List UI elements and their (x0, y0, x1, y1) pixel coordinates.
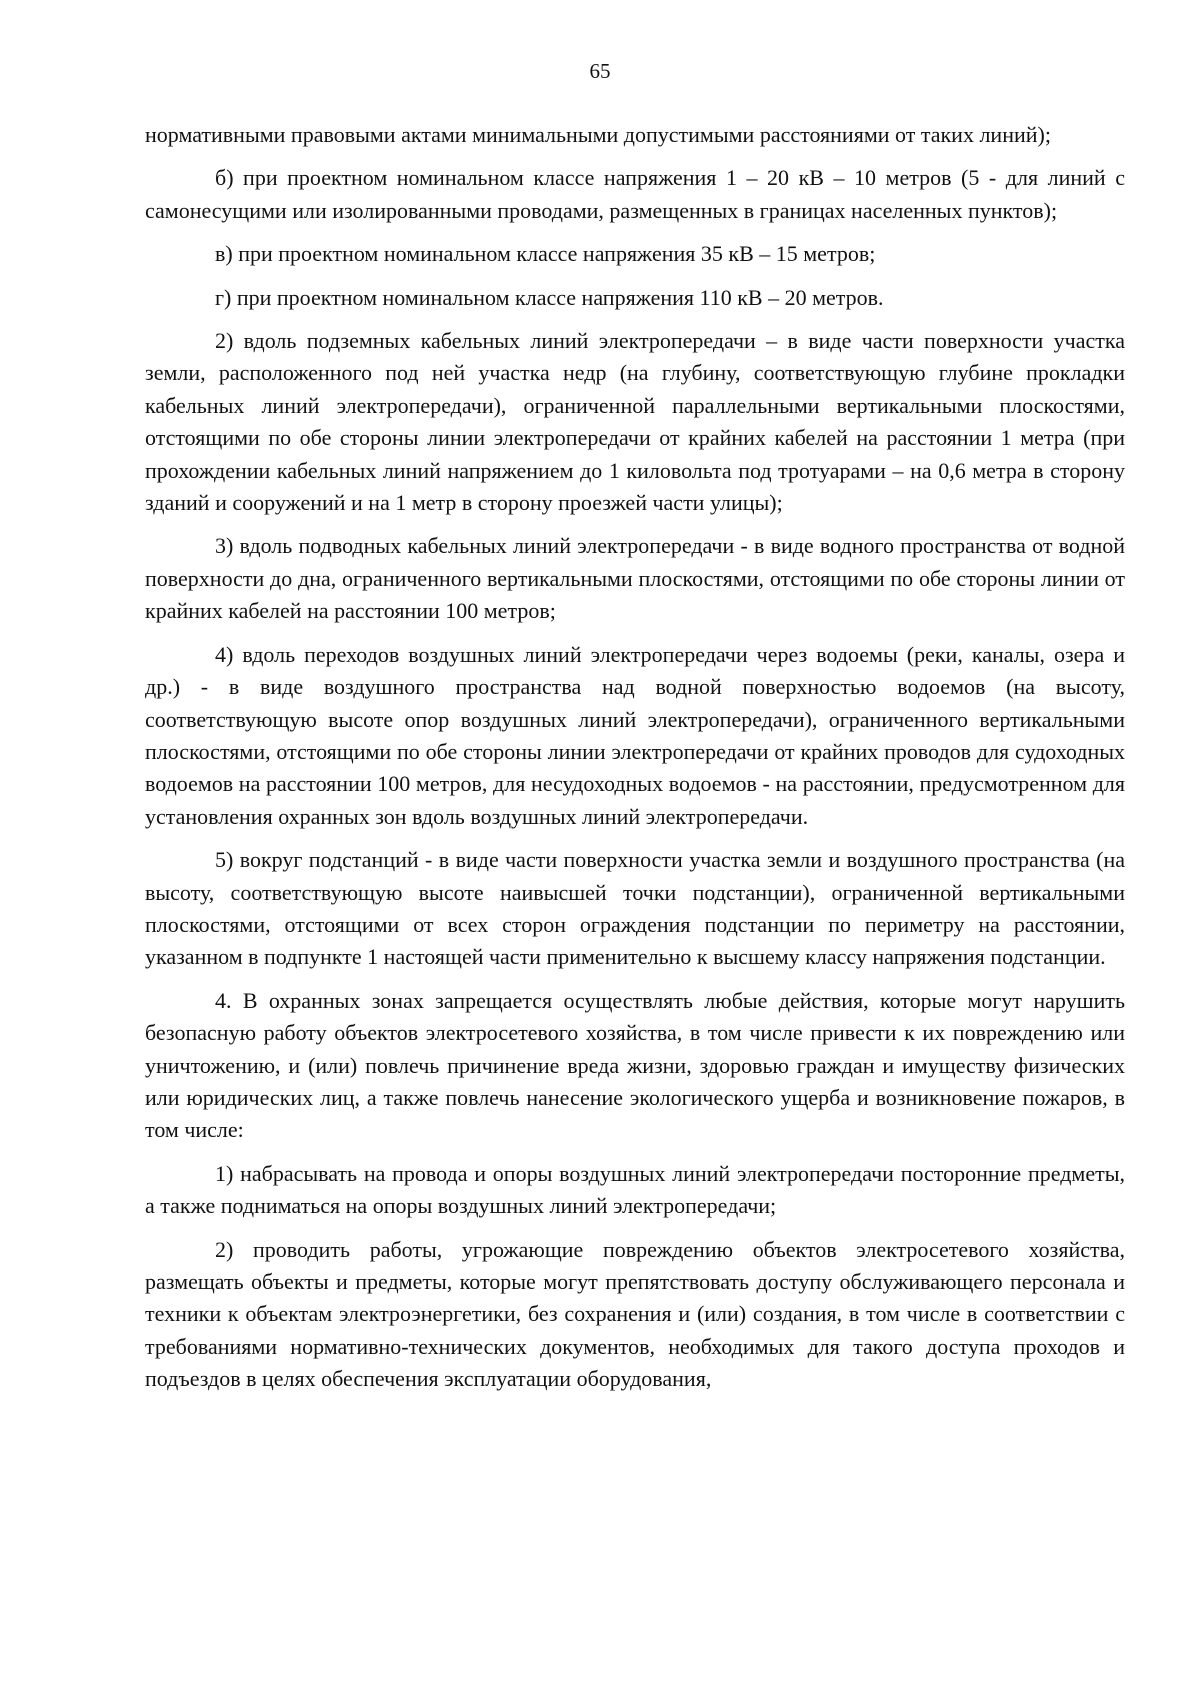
page-number: 65 (589, 59, 611, 83)
paragraph-item-3-underwater-cables: 3) вдоль подводных кабельных линий электропередачи - в виде водного пространства от водной поверхности до дна, ограниченного вертикальными плоскостями, отстоящими по обе стороны линии от крайних кабелей на расстоянии 100 метров; (145, 533, 1125, 624)
document-body (145, 119, 1125, 1396)
paragraph-subitem-g: г) при проектном номинальном классе напряжения 110 кВ – 20 метров. (215, 284, 884, 310)
paragraph-item-2-underground-cables: 2) вдоль подземных кабельных линий электропередачи – в виде части поверхности участка земли, расположенного под ней участка недр (на глубину, соответствующую глубине прокладки кабельных линий электропередачи), ограниченной параллельными вертикальными плоскостями, отстоящими по обе стороны линии электропередачи от крайних кабелей на расстоянии 1 метра (при прохождении кабельных линий напряжением до 1 киловольта под тротуарами – на 0,6 метра в сторону зданий и сооружений и на 1 метр в сторону проезжей части улицы); (145, 328, 1125, 516)
paragraph-item-4-water-crossings: 4) вдоль переходов воздушных линий электропередачи через водоемы (реки, каналы, озера и др.) - в виде воздушного пространства над водной поверхностью водоемов (на высоту, соответствующую высоте опор воздушных линий электропередачи), ограниченного вертикальными плоскостями, отстоящими по обе стороны линии электропередачи от крайних проводов для судоходных водоемов на расстоянии 100 метров, для несудоходных водоемов - на расстоянии, предусмотренном для установления охранных зон вдоль воздушных линий электропередачи. (145, 641, 1125, 829)
paragraph-item-5-substations: 5) вокруг подстанций - в виде части поверхности участка земли и воздушного пространства (на высоту, соответствующую высоте наивысшей точки подстанции), ограниченной вертикальными плоскостями, отстоящими от всех сторон ограждения подстанции по периметру на расстоянии, указанном в подпункте 1 настоящей части применительно к высшему классу напряжения подстанции. (145, 847, 1125, 970)
paragraph-prohibition-1: 1) набрасывать на провода и опоры воздушных линий электропередачи посторонние предметы, а также подниматься на опоры воздушных линий электропередачи; (145, 1160, 1125, 1219)
paragraph-section-4-prohibitions: 4. В охранных зонах запрещается осуществлять любые действия, которые могут нарушить безопасную работу объектов электросетевого хозяйства, в том числе привести к их повреждению или уничтожению, и (или) повлечь причинение вреда жизни, здоровью граждан и имуществу физических или юридических лиц, а также повлечь нанесение экологического ущерба и возникновение пожаров, в том числе: (145, 987, 1125, 1143)
paragraph-subitem-v: в) при проектном номинальном классе напряжения 35 кВ – 15 метров; (215, 241, 876, 267)
paragraph-continuation: нормативными правовыми актами минимальными допустимыми расстояниями от таких линий); (145, 122, 1051, 147)
paragraph-subitem-b: б) при проектном номинальном классе напряжения 1 – 20 кВ – 10 метров (5 - для линий с самонесущими или изолированными проводами, размещенных в границах населенных пунктов); (145, 165, 1125, 223)
paragraph-prohibition-2: 2) проводить работы, угрожающие повреждению объектов электросетевого хозяйства, размещать объекты и предметы, которые могут препятствовать доступу обслуживающего персонала и техники к объектам электроэнергетики, без сохранения и (или) создания, в том числе в соответствии с требованиями нормативно-технических документов, необходимых для такого доступа проходов и подъездов в целях обеспечения эксплуатации оборудования, (145, 1236, 1125, 1392)
